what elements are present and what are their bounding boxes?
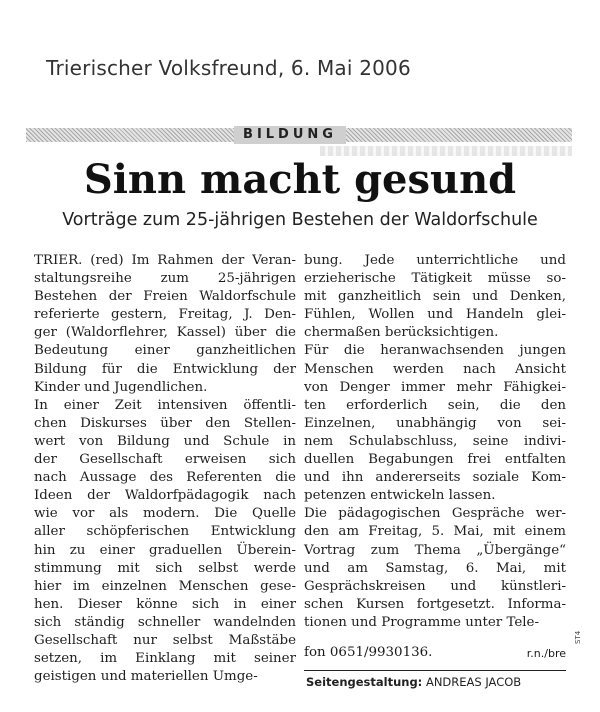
article-column-right <box>304 252 566 632</box>
article-headline: Sinn macht gesund <box>83 156 517 203</box>
article-line: ger (Waldorflehrer, Kassel) über die <box>34 325 296 341</box>
article-line: mit ganzheitlich sein und Denken, <box>304 289 566 305</box>
page-design-credit <box>306 675 521 689</box>
article-line: und am Samstag, 6. Mai, mit <box>304 560 566 576</box>
article-line: tionen und Programme unter Tele- <box>304 614 539 630</box>
article-line: nach Aussage des Referenten die <box>34 470 296 486</box>
article-line: TRIER. (red) Im Rahmen der Veran- <box>34 253 296 268</box>
article-line: Die pädagogischen Gespräche wer- <box>304 506 566 522</box>
article-line: petenzen entwickeln lassen. <box>304 488 496 504</box>
article-line: Bestehen der Freien Waldorfschule <box>34 289 296 305</box>
bleed-through-text <box>320 146 572 156</box>
article-line: Einzelnen, unabhängig von sei- <box>304 415 566 431</box>
newspaper-source-line: Trierischer Volksfreund, 6. Mai 2006 <box>46 56 411 80</box>
article-line: wert von Bildung und Schule in <box>34 433 296 449</box>
article-line: den am Freitag, 5. Mai, mit einem <box>304 524 566 540</box>
print-code: ST4 <box>574 630 582 644</box>
article-line: Bedeutung einer ganzheitlichen <box>34 343 296 359</box>
article-line: Gesprächskreisen und künstleri- <box>304 578 566 594</box>
article-line: nem Schulabschluss, seine indivi- <box>304 433 566 449</box>
article-line: Kinder und Jugendlichen. <box>34 379 208 395</box>
footer-divider <box>304 670 566 671</box>
phone-line: fon 0651/9930136. <box>304 645 433 660</box>
page-design-name: ANDREAS JACOB <box>425 675 522 689</box>
article-line: aller schöpferischen Entwicklung <box>34 524 296 540</box>
article-line: von Denger immer mehr Fähigkei- <box>304 379 566 395</box>
author-code: r.n./bre <box>526 647 566 660</box>
article-line: wie vor als modern. Die Quelle <box>34 506 296 522</box>
article-column-left <box>34 252 296 686</box>
article-line: stimmung mit sich selbst werde <box>34 560 296 576</box>
article-line: In einer Zeit intensiven öffentli- <box>34 397 296 413</box>
article-line: referierte gestern, Freitag, J. Den- <box>34 307 296 323</box>
article-line: Bildung für die Entwicklung der <box>34 361 296 377</box>
article-line: duellen Begabungen frei entfalten <box>304 452 566 468</box>
article-line: hin zu einer graduellen Überein- <box>34 542 296 558</box>
article-line: der Gesellschaft erweisen sich <box>34 452 296 468</box>
article-line: sich ständig schneller wandelnden <box>34 614 296 630</box>
article-line: Vortrag zum Thema „Übergänge“ <box>304 542 566 558</box>
article-line: Fühlen, Wollen und Handeln glei- <box>304 307 566 323</box>
article-line: und ihn andererseits soziale Kom- <box>304 470 566 486</box>
page-design-label: Seitengestaltung: <box>306 675 423 689</box>
article-line: chermaßen berücksichtigen. <box>304 325 499 341</box>
article-line: ten erforderlich sein, die den <box>304 397 566 413</box>
article-line: staltungsreihe zum 25-jährigen <box>34 271 296 287</box>
article-line: setzen, im Einklang mit seiner <box>34 651 296 667</box>
article-line: Ideen der Waldorfpädagogik nach <box>34 488 296 504</box>
article-line: Für die heranwachsenden jungen <box>304 343 566 359</box>
article-line: bung. Jede unterrichtliche und <box>304 253 566 268</box>
article-line: schen Kursen fortgesetzt. Informa- <box>304 596 566 612</box>
rubric-label: BILDUNG <box>234 126 346 144</box>
article-line: hen. Dieser könne sich in einer <box>34 596 296 612</box>
article-credit-row <box>304 644 566 662</box>
article-line: Menschen werden nach Ansicht <box>304 361 566 377</box>
article-line: geistigen und materiellen Umge- <box>34 669 258 685</box>
article-line: Gesellschaft nur selbst Maßstäbe <box>34 632 296 648</box>
article-line: hier im einzelnen Menschen gese- <box>34 578 296 594</box>
article-subheadline: Vorträge zum 25-jährigen Bestehen der Waldorfschule <box>62 210 538 230</box>
article-line: erzieherische Tätigkeit müsse so- <box>304 271 566 287</box>
article-line: chen Diskurses über den Stellen- <box>34 415 296 431</box>
